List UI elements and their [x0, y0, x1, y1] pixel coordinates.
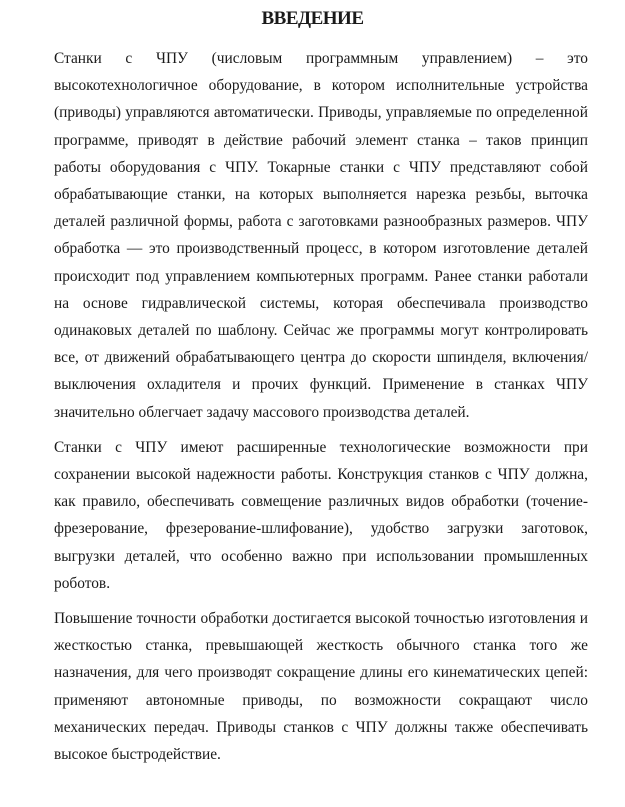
paragraph-1: Станки с ЧПУ (числовым программным управлением) – это высокотехнологичное оборудование, в котором исполнительные устройства (приводы) управляются автоматически. Приводы, управляемые по определенной программе, приводят в действие рабочий элемент станка – таков принцип работы оборудования с ЧПУ. Токарные станки с ЧПУ представляют собой обрабатывающие станки, на которых выполняется нарезка резьбы, выточка деталей различной формы, работа с заготовками разнообразных размеров. ЧПУ обработка — это производственный процесс, в котором изготовление деталей происходит под управлением компьютерных программ. Ранее станки работали на основе гидравлической системы, которая обеспечивала производство одинаковых деталей по шаблону. Сейчас же программы могут контролировать все, от движений обрабатывающего центра до скорости шпинделя, включения/выключения охладителя и прочих функций. Применение в станках ЧПУ значительно облегчает задачу массового производства деталей.: [54, 50, 588, 421]
paragraph-2: Станки с ЧПУ имеют расширенные технологические возможности при сохранении высокой надежности работы. Конструкция станков с ЧПУ должна, как правило, обеспечивать совмещение различных видов обработки (точение-фрезерование, фрезерование-шлифование), удобство загрузки заготовок, выгрузки деталей, что особенно важно при использовании промышленных роботов.: [54, 438, 588, 592]
page-title: ВВЕДЕНИЕ: [261, 8, 364, 29]
document-body: [54, 45, 588, 768]
paragraph-3: Повышение точности обработки достигается высокой точностью изготовления и жесткостью станка, превышающей жесткость обычного станка того же назначения, для чего производят сокращение длины его кинематических цепей: применяют автономные приводы, по возможности сокращают число механических передач. Приводы станков с ЧПУ должны также обеспечивать высокое быстродействие.: [54, 610, 588, 764]
